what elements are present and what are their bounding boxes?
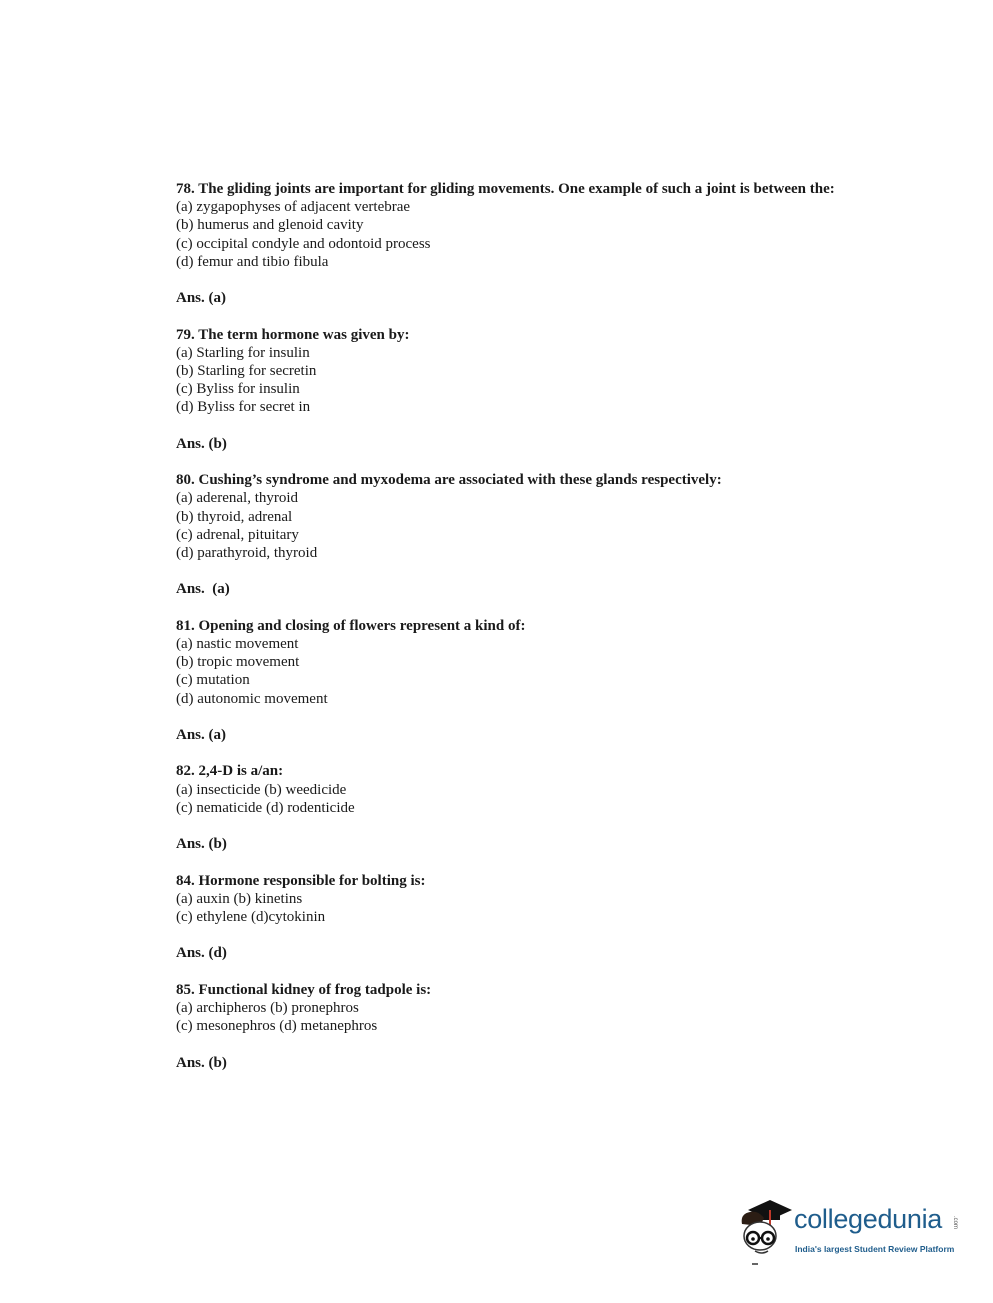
answer: Ans. (a): [176, 581, 230, 598]
answer: Ans. (a): [176, 290, 227, 307]
option-cd: (c) nematicide (d) rodenticide: [176, 799, 355, 816]
option-c: (c) adrenal, pituitary: [176, 526, 299, 543]
option-b: (b) thyroid, adrenal: [176, 508, 293, 525]
question-85: [176, 981, 866, 1072]
question-title: 79. The term hormone was given by:: [176, 326, 410, 343]
logo-wordmark: collegedunia: [794, 1204, 943, 1234]
option-b: (b) Starling for secretin: [176, 363, 317, 379]
question-title: 80. Cushing’s syndrome and myxodema are associated with these glands respectively:: [176, 472, 722, 489]
collegedunia-logo: [738, 1196, 963, 1268]
option-d: (d) autonomic movement: [176, 690, 328, 707]
question-title: 78. The gliding joints are important for gliding movements. One example of such a joint is between the:: [176, 181, 835, 197]
option-c: (c) occipital condyle and odontoid process: [176, 235, 431, 252]
option-cd: (c) ethylene (d)cytokinin: [176, 908, 326, 925]
option-c: (c) Byliss for insulin: [176, 381, 300, 398]
logo-tagline: India's largest Student Review Platform: [795, 1244, 955, 1254]
option-b: (b) humerus and glenoid cavity: [176, 217, 364, 234]
option-ab: (a) archipheros (b) pronephros: [176, 999, 359, 1016]
answer: Ans. (b): [176, 836, 227, 853]
question-84: [176, 872, 866, 963]
answer: Ans. (b): [176, 1054, 227, 1071]
option-d: (d) Byliss for secret in: [176, 399, 311, 416]
option-a: (a) aderenal, thyroid: [176, 490, 299, 507]
question-title: 81. Opening and closing of flowers represent a kind of:: [176, 617, 526, 634]
answer: Ans. (a): [176, 726, 227, 743]
question-79: [176, 326, 866, 453]
option-ab: (a) auxin (b) kinetins: [176, 890, 303, 907]
question-78: [176, 180, 866, 307]
option-ab: (a) insecticide (b) weedicide: [176, 781, 347, 798]
question-81: [176, 617, 866, 744]
option-c: (c) mutation: [176, 672, 250, 689]
question-title: 84. Hormone responsible for bolting is:: [176, 872, 426, 889]
option-d: (d) parathyroid, thyroid: [176, 545, 318, 561]
option-cd: (c) mesonephros (d) metanephros: [176, 1018, 378, 1035]
question-list: [176, 180, 866, 1090]
question-title: 82. 2,4-D is a/an:: [176, 763, 284, 780]
option-b: (b) tropic movement: [176, 654, 300, 671]
logo-domain-suffix: .com: [952, 1216, 958, 1230]
answer: Ans. (b): [176, 435, 227, 452]
mascot-icon: [738, 1196, 794, 1268]
question-title: 85. Functional kidney of frog tadpole is:: [176, 981, 432, 998]
option-a: (a) Starling for insulin: [176, 344, 310, 361]
option-a: (a) nastic movement: [176, 635, 299, 652]
option-d: (d) femur and tibio fibula: [176, 253, 329, 270]
question-80: [176, 471, 866, 598]
option-a: (a) zygapophyses of adjacent vertebrae: [176, 199, 411, 216]
answer: Ans. (d): [176, 945, 227, 962]
question-82: [176, 762, 866, 853]
